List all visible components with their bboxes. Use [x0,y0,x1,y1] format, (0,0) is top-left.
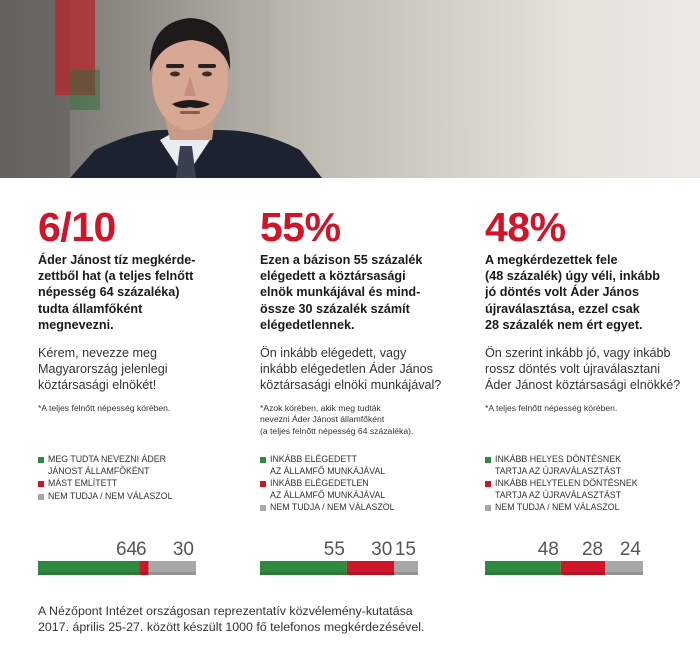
survey-question: Kérem, nevezze meg Magyarország jelenlegi köztársasági elnökét! [38,346,168,393]
bar-value-label: 64 [115,539,138,560]
legend-item: INKÁBB ELÉGEDETT AZ ÁLLAMFŐ MUNKÁJÁVAL [260,454,465,477]
headline-figure: 6/10 [38,204,116,250]
lead-text: Ezen a bázison 55 százalék elégedett a köztársasági elnök munkájával és mind- össze 30 százalék számít elégedetlennek. [260,253,423,332]
column-1 [38,204,243,501]
legend-item: NEM TUDJA / NEM VÁLASZOL [260,502,465,514]
survey-question: Ön szerint inkább jó, vagy inkább rossz döntés volt újraválasztani Áder Jánost köztársasági elnökké? [485,346,681,393]
source-footnote [38,603,678,635]
lead-text: A megkérdezettek fele (48 százalék) úgy véli, inkább jó döntés volt Áder János újraválasztása, ezzel csak 28 százalék nem ért egyet. [485,253,660,332]
legend [38,454,243,503]
stacked-bar-3-svg [485,536,643,578]
footer-line: 2017. április 25-27. között készült 1000 fő telefonos megkérdezésével. [38,620,425,634]
column-3 [485,204,690,512]
lead-text: Áder Jánost tíz megkérde- zettből hat (a teljes felnőtt népesség 64 százaléka) tudta államfőként megnevezni. [38,253,196,332]
footnote: *Azok körében, akik meg tudták nevezni Áder Jánost államfőként (a teljes felnőtt népesség 64 százaléka). [260,402,414,436]
portrait-photo-icon [0,0,700,178]
legend-item: INKÁBB HELYTELEN DÖNTÉSNEK TARTJA AZ ÚJRAVÁLASZTÁST [485,478,690,501]
bar-value-label: 30 [172,539,194,560]
bar-value-label: 55 [323,539,345,560]
bar-value-label: 24 [619,539,641,560]
bar-shadow [38,572,196,575]
legend-item: INKÁBB HELYES DÖNTÉSNEK TARTJA AZ ÚJRAVÁLASZTÁST [485,454,690,477]
survey-question: Ön inkább elégedett, vagy inkább elégedetlen Áder János köztársasági elnöki munkájával? [260,346,442,393]
legend-item: MÁST EMLÍTETT [38,478,243,490]
bar-value-label: 15 [394,539,416,560]
stacked-bar-2-svg [260,536,418,578]
header-photo [0,0,700,178]
stacked-bar-chart-3 [485,536,643,578]
legend [260,454,465,515]
legend-item: NEM TUDJA / NEM VÁLASZOL [485,502,690,514]
bar-value-label: 28 [581,539,604,560]
legend [485,454,690,515]
footer-line: A Nézőpont Intézet országosan reprezentatív közvélemény-kutatása [38,604,413,618]
stacked-bar-1-svg [38,536,196,578]
bar-shadow [260,572,418,575]
bar-value-label: 30 [371,539,393,560]
legend-item: MEG TUDTA NEVEZNI ÁDER JÁNOST ÁLLAMFŐKÉNT [38,454,243,477]
column-2 [260,204,465,512]
headline-figure: 48% [485,204,566,250]
stacked-bar-chart-1 [38,536,196,578]
stacked-bar-chart-2 [260,536,418,578]
footnote: *A teljes felnőtt népesség körében. [38,402,171,413]
legend-item: NEM TUDJA / NEM VÁLASZOL [38,491,243,503]
bar-value-label: 6 [136,539,147,560]
bar-shadow [485,572,643,575]
bar-value-label: 48 [537,539,559,560]
legend-item: INKÁBB ELÉGEDETLEN AZ ÁLLAMFŐ MUNKÁJÁVAL [260,478,465,501]
headline-figure: 55% [260,204,341,250]
footnote: *A teljes felnőtt népesség körében. [485,402,618,413]
